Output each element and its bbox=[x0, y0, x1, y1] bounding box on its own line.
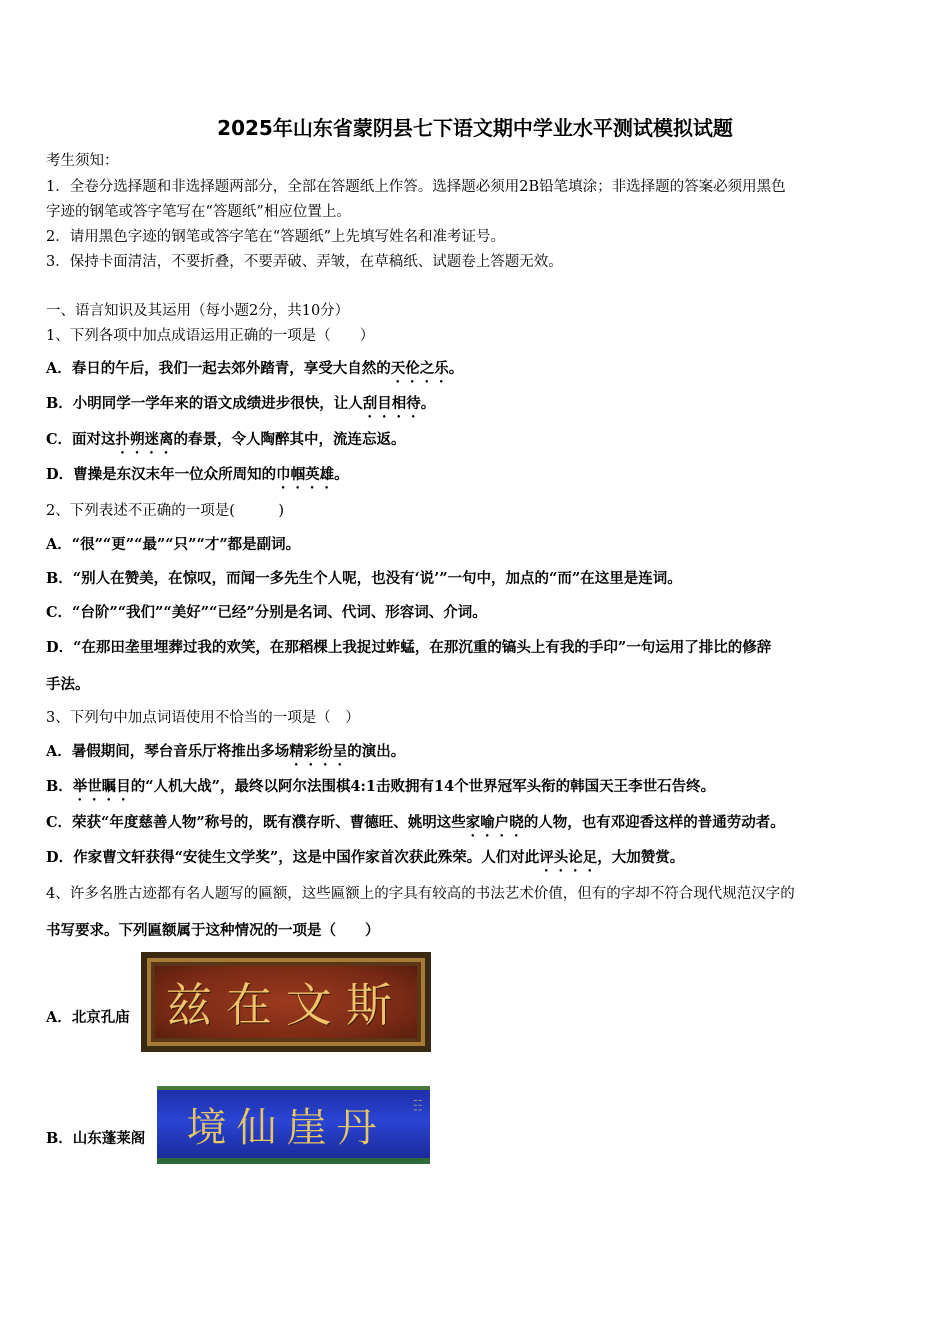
q2-option-c: C．“台阶”“我们”“美好”“已经”分别是名词、代词、形容词、介词。 bbox=[46, 604, 487, 621]
q1-d-text: D．曹操是东汉末年一位众所周知的 bbox=[46, 466, 277, 483]
plaque-b-inscription-mark: ╎╎╎ bbox=[413, 1098, 422, 1113]
q1-a-dotted-idiom: 天伦之乐 bbox=[390, 360, 449, 377]
q3-c-dotted-phrase: 家喻户晓 bbox=[465, 814, 524, 831]
q3-option-d bbox=[46, 849, 684, 875]
q2-option-d-line-1: D．“在那田垄里埋葬过我的欢笑，在那稻棵上我捉过蚱蜢，在那沉重的镐头上有我的手印”一句运用了排比的修辞 bbox=[46, 639, 772, 656]
q1-a-tail: 。 bbox=[448, 360, 464, 377]
q4-stem-line-2: 书写要求。下列匾额属于这种情况的一项是（ ） bbox=[46, 922, 380, 939]
q1-c-text: C．面对这 bbox=[46, 431, 116, 448]
q1-option-b bbox=[46, 395, 435, 421]
notice-item-1-line-2: 字迹的钢笔或答字笔写在“答题纸”相应位置上。 bbox=[46, 204, 351, 220]
plaque-a-calligraphy: 兹在文斯 bbox=[166, 978, 406, 1032]
q3-b-text: B． bbox=[46, 778, 73, 795]
q1-c-dotted-idiom: 扑朔迷离 bbox=[115, 431, 174, 448]
q2-stem: 2、下列表述不正确的一项是( ) bbox=[46, 503, 285, 519]
q3-option-b bbox=[46, 778, 715, 804]
q3-option-c bbox=[46, 814, 785, 840]
notice-item-3: 3．保持卡面清洁，不要折叠，不要弄破、弄皱，在草稿纸、试题卷上答题无效。 bbox=[46, 254, 563, 270]
notice-item-1-line-1: 1．全卷分选择题和非选择题两部分，全部在答题纸上作答。选择题必须用2B铅笔填涂；非选择题的答案必须用黑色 bbox=[46, 179, 786, 195]
q3-d-dotted-phrase: 评头论足 bbox=[539, 849, 598, 866]
q3-a-text: A．暑假期间，琴台音乐厅将推出多场 bbox=[46, 743, 290, 760]
q1-stem: 1、下列各项中加点成语运用正确的一项是（ ） bbox=[46, 328, 375, 344]
q1-option-c bbox=[46, 431, 406, 457]
q1-b-dotted-idiom: 刮目相待 bbox=[362, 395, 421, 412]
q3-option-a bbox=[46, 743, 405, 769]
q4-option-b-label: B．山东蓬莱阁 bbox=[46, 1130, 146, 1147]
q3-stem: 3、下列句中加点词语使用不恰当的一项是（ ） bbox=[46, 710, 360, 726]
q3-c-text: C．荣获“年度慈善人物”称号的，既有濮存昕、曹德旺、姚明这些 bbox=[46, 814, 466, 831]
q2-option-b: B．“别人在赞美，在惊叹，而闻一多先生个人呢，也没有‘说’”一句中，加点的“而”在这里是连词。 bbox=[46, 570, 682, 587]
page-title: 2025年山东省蒙阴县七下语文期中学业水平测试模拟试题 bbox=[217, 116, 733, 140]
q3-b-tail: 的“人机大战”，最终以阿尔法围棋4:1击败拥有14个世界冠军头衔的韩国天王李世石告终。 bbox=[130, 778, 716, 795]
q3-d-text: D．作家曹文轩获得“安徒生文学奖”，这是中国作家首次获此殊荣。人们对此 bbox=[46, 849, 540, 866]
q4-option-b-plaque-image bbox=[157, 1086, 430, 1164]
notice-item-2: 2．请用黑色字迹的钢笔或答字笔在“答题纸”上先填写姓名和准考证号。 bbox=[46, 229, 506, 245]
notice-heading: 考生须知： bbox=[46, 153, 119, 169]
q1-d-dotted-idiom: 巾帼英雄 bbox=[276, 466, 335, 483]
q4-option-a-label: A．北京孔庙 bbox=[46, 1009, 130, 1026]
q4-option-a-plaque-image bbox=[141, 952, 431, 1052]
q1-a-text: A．春日的午后，我们一起去郊外踏青，享受大自然的 bbox=[46, 360, 391, 377]
q1-b-text: B．小明同学一学年来的语文成绩进步很快，让人 bbox=[46, 395, 363, 412]
plaque-b-calligraphy: 境仙崖丹 bbox=[186, 1104, 387, 1151]
q3-b-dotted-phrase: 举世瞩目 bbox=[72, 778, 131, 795]
section-1-heading: 一、语言知识及其运用（每小题2分，共10分） bbox=[46, 303, 350, 319]
q1-d-tail: 。 bbox=[334, 466, 349, 483]
q3-a-dotted-phrase: 精彩纷呈 bbox=[289, 743, 348, 760]
q2-option-d-line-2: 手法。 bbox=[46, 676, 90, 693]
q1-option-d bbox=[46, 466, 349, 492]
q3-c-tail: 的人物，也有邓迎香这样的普通劳动者。 bbox=[523, 814, 785, 831]
q1-option-a bbox=[46, 360, 463, 386]
q3-d-tail: ，大加赞赏。 bbox=[597, 849, 685, 866]
q4-stem-line-1: 4、许多名胜古迹都有名人题写的匾额，这些匾额上的字具有较高的书法艺术价值，但有的字却不符合现代规范汉字的 bbox=[46, 886, 795, 902]
q2-option-a: A．“很”“更”“最”“只”“才”都是副词。 bbox=[46, 536, 301, 553]
q3-a-tail: 的演出。 bbox=[347, 743, 406, 760]
q1-c-tail: 的春景，令人陶醉其中，流连忘返。 bbox=[173, 431, 406, 448]
q1-b-tail: 。 bbox=[420, 395, 436, 412]
